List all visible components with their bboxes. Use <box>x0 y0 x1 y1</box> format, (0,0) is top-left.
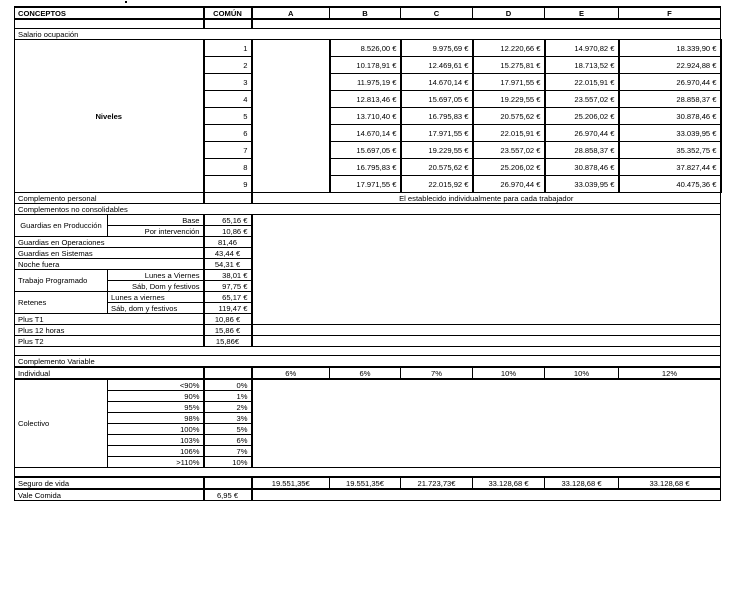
empty-area <box>252 215 721 325</box>
level-number: 7 <box>204 142 252 159</box>
level-value: 12.813,46 € <box>330 91 401 108</box>
level-number: 4 <box>204 91 252 108</box>
trabajo-sab-value: 97,75 € <box>204 281 252 292</box>
level-value: 16.795,83 € <box>401 108 473 125</box>
level-value: 19.229,55 € <box>473 91 545 108</box>
level-value: 40.475,36 € <box>619 176 721 193</box>
niveles-label: Niveles <box>15 40 204 193</box>
spacer-cell <box>15 19 204 29</box>
header-col-f: F <box>619 7 721 19</box>
guardias-sistemas-label: Guardias en Sistemas <box>15 248 204 259</box>
vale-comida-value: 6,95 € <box>204 489 252 501</box>
section-complemento-variable: Complemento Variable <box>15 356 721 368</box>
seguro-vida-value: 19.551,35€ <box>330 477 401 489</box>
colectivo-rate: 5% <box>204 424 252 435</box>
header-col-b: B <box>330 7 401 19</box>
level-value: 28.858,37 € <box>545 142 619 159</box>
plus-t1-value: 10,86 € <box>204 314 252 325</box>
level-value: 18.713,52 € <box>545 57 619 74</box>
colectivo-rate: 3% <box>204 413 252 424</box>
plus-t1-label: Plus T1 <box>15 314 204 325</box>
individual-value: 7% <box>401 367 473 379</box>
header-col-e: E <box>545 7 619 19</box>
colectivo-threshold: 98% <box>108 413 204 424</box>
empty-cell <box>252 142 330 159</box>
complemento-personal-label: Complemento personal <box>15 193 204 204</box>
level-number: 6 <box>204 125 252 142</box>
empty-cell <box>252 336 721 347</box>
stray-mark <box>125 1 127 3</box>
seguro-vida-value: 21.723,73€ <box>401 477 473 489</box>
guardias-intervencion-label: Por intervención <box>108 226 204 237</box>
salary-table <box>14 6 722 501</box>
colectivo-threshold: 100% <box>108 424 204 435</box>
guardias-produccion-label: Guardias en Producción <box>15 215 108 237</box>
header-col-c: C <box>401 7 473 19</box>
seguro-vida-value: 19.551,35€ <box>252 477 330 489</box>
level-value: 18.339,90 € <box>619 40 721 57</box>
trabajo-lunes-label: Lunes a Viernes <box>108 270 204 281</box>
level-value: 12.469,61 € <box>401 57 473 74</box>
colectivo-label: Colectivo <box>15 379 108 468</box>
empty-cell <box>252 159 330 176</box>
level-value: 30.878,46 € <box>545 159 619 176</box>
noche-fuera-label: Noche fuera <box>15 259 204 270</box>
empty-area <box>252 379 721 468</box>
trabajo-programado-label: Trabajo Programado <box>15 270 108 292</box>
level-value: 22.015,91 € <box>473 125 545 142</box>
colectivo-threshold: 106% <box>108 446 204 457</box>
plus-12-horas-value: 15,86 € <box>204 325 252 336</box>
retenes-label: Retenes <box>15 292 108 314</box>
level-value: 25.206,02 € <box>473 159 545 176</box>
header-col-a: A <box>252 7 330 19</box>
empty-cell <box>252 40 330 57</box>
level-value: 26.970,44 € <box>473 176 545 193</box>
level-value: 22.924,88 € <box>619 57 721 74</box>
section-salario-ocupacion: Salario ocupación <box>15 29 721 40</box>
level-value: 20.575,62 € <box>401 159 473 176</box>
trabajo-lunes-value: 38,01 € <box>204 270 252 281</box>
individual-value: 6% <box>252 367 330 379</box>
colectivo-rate: 10% <box>204 457 252 468</box>
retenes-sab-label: Sáb, dom y festivos <box>108 303 204 314</box>
level-value: 17.971,55 € <box>473 74 545 91</box>
level-value: 23.557,02 € <box>545 91 619 108</box>
empty-cell <box>252 74 330 91</box>
individual-value: 10% <box>545 367 619 379</box>
level-number: 5 <box>204 108 252 125</box>
guardias-base-label: Base <box>108 215 204 226</box>
colectivo-rate: 2% <box>204 402 252 413</box>
individual-value: 10% <box>473 367 545 379</box>
plus-t2-value: 15,86€ <box>204 336 252 347</box>
level-number: 1 <box>204 40 252 57</box>
spacer-cell <box>15 347 721 356</box>
salary-table-sheet <box>14 6 720 501</box>
empty-cell <box>252 125 330 142</box>
level-value: 14.670,14 € <box>330 125 401 142</box>
level-value: 19.229,55 € <box>401 142 473 159</box>
empty-cell <box>252 176 330 193</box>
noche-fuera-value: 54,31 € <box>204 259 252 270</box>
level-number: 2 <box>204 57 252 74</box>
seguro-vida-label: Seguro de vida <box>15 477 204 489</box>
individual-value: 12% <box>619 367 721 379</box>
level-value: 15.697,05 € <box>330 142 401 159</box>
empty-cell <box>252 489 721 501</box>
level-value: 17.971,55 € <box>330 176 401 193</box>
level-value: 26.970,44 € <box>619 74 721 91</box>
level-value: 25.206,02 € <box>545 108 619 125</box>
level-value: 9.975,69 € <box>401 40 473 57</box>
colectivo-rate: 7% <box>204 446 252 457</box>
colectivo-rate: 1% <box>204 391 252 402</box>
level-value: 28.858,37 € <box>619 91 721 108</box>
colectivo-threshold: 90% <box>108 391 204 402</box>
empty-cell <box>252 325 721 336</box>
level-value: 23.557,02 € <box>473 142 545 159</box>
level-value: 15.697,05 € <box>401 91 473 108</box>
level-value: 17.971,55 € <box>401 125 473 142</box>
vale-comida-label: Vale Comida <box>15 489 204 501</box>
colectivo-rate: 0% <box>204 379 252 391</box>
trabajo-sab-label: Sáb, Dom y festivos <box>108 281 204 292</box>
spacer-cell <box>15 468 721 478</box>
guardias-intervencion-value: 10,86 € <box>204 226 252 237</box>
seguro-vida-value: 33.128,68 € <box>545 477 619 489</box>
plus-12-horas-label: Plus 12 horas <box>15 325 204 336</box>
level-value: 20.575,62 € <box>473 108 545 125</box>
level-value: 14.970,82 € <box>545 40 619 57</box>
level-value: 26.970,44 € <box>545 125 619 142</box>
level-value: 37.827,44 € <box>619 159 721 176</box>
empty-cell <box>252 91 330 108</box>
header-col-d: D <box>473 7 545 19</box>
empty-cell <box>204 477 252 489</box>
empty-cell <box>204 193 252 204</box>
guardias-base-value: 65,16 € <box>204 215 252 226</box>
seguro-vida-value: 33.128,68 € <box>473 477 545 489</box>
level-value: 15.275,81 € <box>473 57 545 74</box>
empty-cell <box>204 367 252 379</box>
retenes-lunes-label: Lunes a viernes <box>108 292 204 303</box>
header-conceptos: CONCEPTOS <box>15 7 204 19</box>
guardias-operaciones-value: 81,46 <box>204 237 252 248</box>
individual-value: 6% <box>330 367 401 379</box>
section-no-consolidables: Complementos no consolidables <box>15 204 721 215</box>
level-number: 8 <box>204 159 252 176</box>
level-value: 11.975,19 € <box>330 74 401 91</box>
level-number: 9 <box>204 176 252 193</box>
empty-cell <box>252 57 330 74</box>
seguro-vida-value: 33.128,68 € <box>619 477 721 489</box>
colectivo-threshold: 95% <box>108 402 204 413</box>
retenes-sab-value: 119,47 € <box>204 303 252 314</box>
level-value: 22.015,91 € <box>545 74 619 91</box>
level-value: 22.015,92 € <box>401 176 473 193</box>
empty-cell <box>252 108 330 125</box>
level-value: 10.178,91 € <box>330 57 401 74</box>
complemento-personal-note: El establecido individualmente para cada trabajador <box>252 193 721 204</box>
level-value: 14.670,14 € <box>401 74 473 91</box>
level-value: 30.878,46 € <box>619 108 721 125</box>
level-value: 13.710,40 € <box>330 108 401 125</box>
colectivo-threshold: 103% <box>108 435 204 446</box>
guardias-operaciones-label: Guardias en Operaciones <box>15 237 204 248</box>
level-value: 16.795,83 € <box>330 159 401 176</box>
colectivo-rate: 6% <box>204 435 252 446</box>
level-value: 33.039,95 € <box>619 125 721 142</box>
level-value: 35.352,75 € <box>619 142 721 159</box>
colectivo-threshold: >110% <box>108 457 204 468</box>
individual-label: Individual <box>15 367 204 379</box>
colectivo-threshold: <90% <box>108 379 204 391</box>
level-value: 12.220,66 € <box>473 40 545 57</box>
guardias-sistemas-value: 43,44 € <box>204 248 252 259</box>
spacer-cell <box>252 19 721 29</box>
plus-t2-label: Plus T2 <box>15 336 204 347</box>
retenes-lunes-value: 65,17 € <box>204 292 252 303</box>
spacer-cell <box>204 19 252 29</box>
header-comun: COMÚN <box>204 7 252 19</box>
level-value: 33.039,95 € <box>545 176 619 193</box>
level-number: 3 <box>204 74 252 91</box>
level-value: 8.526,00 € <box>330 40 401 57</box>
